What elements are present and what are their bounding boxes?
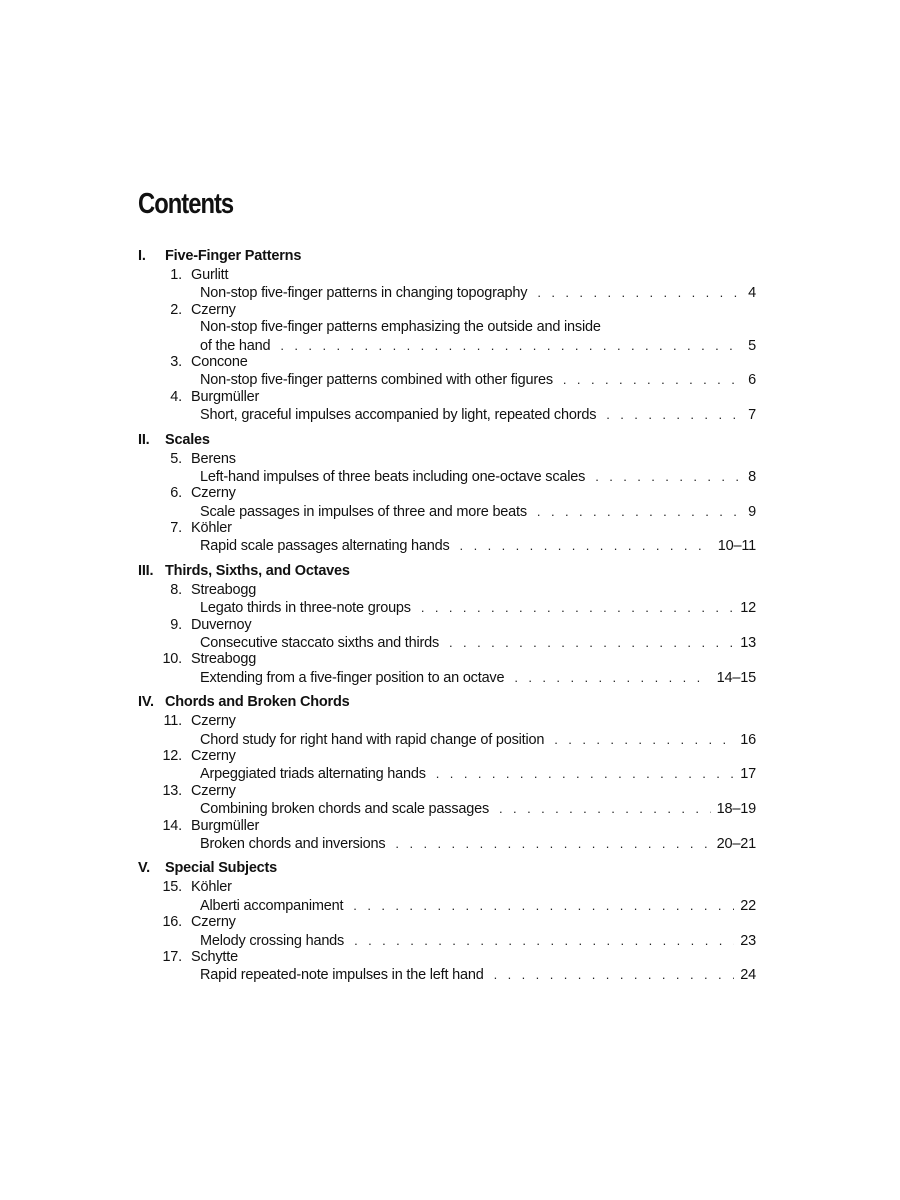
dot-leader bbox=[353, 897, 734, 914]
toc-entry[interactable] bbox=[138, 520, 756, 555]
composer-name: Burgmüller bbox=[191, 388, 260, 405]
section-number: I. bbox=[138, 248, 146, 264]
entry-description: Melody crossing hands bbox=[200, 932, 345, 949]
toc-entry[interactable] bbox=[138, 354, 756, 389]
entry-description: Non-stop five-finger patterns combined with other figures bbox=[200, 372, 553, 389]
page-number: 18–19 bbox=[716, 801, 756, 818]
page-number: 7 bbox=[748, 407, 756, 424]
dot-leader bbox=[499, 800, 711, 817]
entry-number: 2. bbox=[170, 301, 182, 318]
entry-number: 1. bbox=[170, 267, 182, 283]
dot-leader bbox=[436, 765, 735, 782]
section-number: II. bbox=[138, 431, 150, 448]
composer-name: Streabogg bbox=[191, 581, 257, 598]
dot-leader bbox=[563, 371, 742, 388]
section-number: IV. bbox=[138, 694, 154, 711]
entry-number: 12. bbox=[162, 747, 182, 764]
table-of-contents bbox=[138, 248, 756, 992]
toc-entry[interactable] bbox=[138, 748, 756, 783]
section-number: III. bbox=[138, 562, 154, 579]
entry-description: Extending from a five-finger position to an octave bbox=[200, 669, 505, 686]
page-number: 13 bbox=[740, 635, 756, 652]
entry-number: 16. bbox=[162, 914, 182, 931]
dot-leader bbox=[354, 932, 734, 949]
section-title: Chords and Broken Chords bbox=[165, 694, 350, 711]
dot-leader bbox=[395, 835, 710, 852]
entry-number: 11. bbox=[163, 713, 182, 730]
page-number: 12 bbox=[740, 600, 756, 617]
entry-description: Chord study for right hand with rapid change of position bbox=[200, 731, 545, 748]
entry-description: Rapid scale passages alternating hands bbox=[200, 538, 450, 555]
section-number: V. bbox=[138, 860, 150, 877]
entry-description: Scale passages in impulses of three and more beats bbox=[200, 503, 527, 520]
toc-entry[interactable] bbox=[138, 451, 756, 486]
toc-entry[interactable] bbox=[138, 879, 756, 914]
entry-description: of the hand bbox=[200, 337, 271, 354]
composer-name: Gurlitt bbox=[191, 267, 229, 283]
section-heading bbox=[138, 694, 756, 713]
dot-leader bbox=[606, 406, 742, 423]
toc-entry[interactable] bbox=[138, 651, 756, 686]
toc-entry[interactable] bbox=[138, 389, 756, 424]
page-number: 14–15 bbox=[716, 669, 756, 686]
page-number: 22 bbox=[740, 897, 756, 914]
toc-entry[interactable] bbox=[138, 949, 756, 984]
composer-name: Czerny bbox=[191, 485, 236, 502]
toc-entry[interactable] bbox=[138, 914, 756, 949]
entry-description: Rapid repeated-note impulses in the left hand bbox=[200, 967, 484, 984]
page-number: 6 bbox=[748, 372, 756, 389]
entry-description: Combining broken chords and scale passages bbox=[200, 801, 490, 818]
page-title: Contents bbox=[138, 188, 234, 220]
entry-number: 6. bbox=[170, 485, 182, 502]
toc-entry[interactable] bbox=[138, 582, 756, 617]
dot-leader bbox=[421, 599, 734, 616]
composer-name: Czerny bbox=[191, 713, 236, 730]
toc-entry[interactable] bbox=[138, 302, 756, 354]
section-title: Special Subjects bbox=[165, 860, 278, 877]
entry-number: 5. bbox=[170, 450, 182, 467]
entry-description: Broken chords and inversions bbox=[200, 835, 386, 852]
entry-description: Arpeggiated triads alternating hands bbox=[200, 766, 426, 783]
section-title: Scales bbox=[165, 431, 210, 448]
dot-leader bbox=[449, 634, 734, 651]
toc-entry[interactable] bbox=[138, 818, 756, 853]
entry-number: 4. bbox=[170, 388, 182, 405]
page-number: 24 bbox=[740, 967, 756, 984]
dot-leader bbox=[595, 468, 742, 485]
composer-name: Czerny bbox=[191, 301, 236, 318]
entry-number: 7. bbox=[170, 520, 182, 537]
dot-leader bbox=[460, 537, 712, 554]
dot-leader bbox=[494, 966, 735, 983]
entry-number: 3. bbox=[170, 353, 182, 370]
section-heading bbox=[138, 432, 756, 451]
toc-section bbox=[138, 694, 756, 852]
page-number: 17 bbox=[740, 766, 756, 783]
composer-name: Burgmüller bbox=[191, 817, 260, 834]
dot-leader bbox=[537, 503, 742, 520]
entry-number: 15. bbox=[162, 879, 182, 896]
section-title: Thirds, Sixths, and Octaves bbox=[165, 562, 350, 579]
page-number: 4 bbox=[748, 285, 756, 302]
toc-entry[interactable] bbox=[138, 267, 756, 302]
entry-number: 14. bbox=[162, 817, 182, 834]
entry-number: 17. bbox=[162, 948, 182, 965]
page-number: 23 bbox=[740, 932, 756, 949]
composer-name: Czerny bbox=[191, 914, 236, 931]
composer-name: Duvernoy bbox=[191, 616, 252, 633]
composer-name: Köhler bbox=[191, 879, 232, 896]
page-number: 9 bbox=[748, 503, 756, 520]
page-number: 8 bbox=[748, 468, 756, 485]
composer-name: Czerny bbox=[191, 782, 236, 799]
toc-entry[interactable] bbox=[138, 617, 756, 652]
page-number: 20–21 bbox=[716, 835, 756, 852]
page-number: 5 bbox=[748, 337, 756, 354]
entry-description: Non-stop five-finger patterns in changing topography bbox=[200, 285, 528, 302]
section-heading bbox=[138, 563, 756, 582]
page-number: 10–11 bbox=[717, 538, 756, 555]
toc-section bbox=[138, 563, 756, 686]
entry-number: 13. bbox=[162, 782, 182, 799]
section-heading bbox=[138, 860, 756, 879]
entry-description: Short, graceful impulses accompanied by light, repeated chords bbox=[200, 407, 597, 424]
dot-leader bbox=[537, 284, 742, 301]
toc-section bbox=[138, 248, 756, 424]
entry-description: Left-hand impulses of three beats including one-octave scales bbox=[200, 468, 586, 485]
dot-leader bbox=[554, 731, 734, 748]
composer-name: Czerny bbox=[191, 747, 236, 764]
entry-description: Non-stop five-finger patterns emphasizing the outside and inside bbox=[200, 319, 601, 336]
entry-description: Legato thirds in three-note groups bbox=[200, 600, 411, 617]
composer-name: Berens bbox=[191, 450, 236, 467]
toc-entry[interactable] bbox=[138, 783, 756, 818]
dot-leader bbox=[514, 669, 710, 686]
toc-entry[interactable] bbox=[138, 485, 756, 520]
section-title: Five-Finger Patterns bbox=[165, 248, 302, 264]
composer-name: Streabogg bbox=[191, 651, 257, 668]
composer-name: Concone bbox=[191, 353, 248, 370]
entry-number: 9. bbox=[170, 616, 182, 633]
entry-number: 10. bbox=[162, 651, 182, 668]
toc-section bbox=[138, 860, 756, 983]
entry-description: Alberti accompaniment bbox=[200, 897, 344, 914]
toc-entry[interactable] bbox=[138, 713, 756, 748]
entry-description: Consecutive staccato sixths and thirds bbox=[200, 635, 440, 652]
dot-leader bbox=[280, 337, 742, 354]
composer-name: Köhler bbox=[191, 520, 232, 537]
toc-section bbox=[138, 432, 756, 555]
section-heading bbox=[138, 248, 756, 267]
composer-name: Schytte bbox=[191, 948, 238, 965]
page-number: 16 bbox=[740, 731, 756, 748]
entry-number: 8. bbox=[170, 581, 182, 598]
